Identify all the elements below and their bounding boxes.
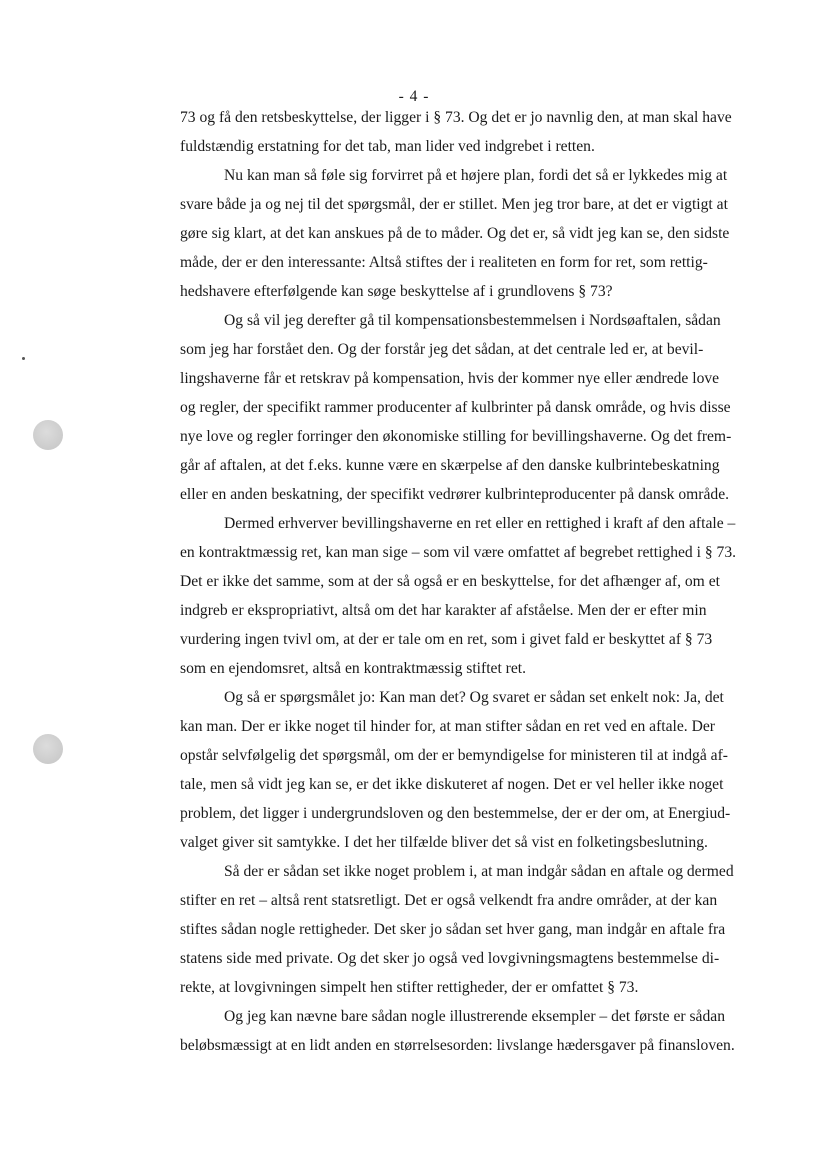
text-line: tale, men så vidt jeg kan se, er det ikke diskuteret af nogen. Det er vel heller ikke noget <box>180 776 724 793</box>
text-line: Dermed erhverver bevillingshaverne en ret eller en rettighed i kraft af den aftale – <box>224 515 736 532</box>
text-line: stiftes sådan nogle rettigheder. Det sker jo sådan set hver gang, man indgår en aftale fra <box>180 921 726 938</box>
page-number: - 4 - <box>398 88 430 105</box>
body-text <box>180 103 784 1060</box>
punch-hole-top <box>33 420 63 450</box>
text-line: Så der er sådan set ikke noget problem i, at man indgår sådan en aftale og dermed <box>224 863 734 880</box>
text-line: stifter en ret – altså rent statsretligt. Det er også velkendt fra andre områder, at der kan <box>180 892 718 909</box>
text-line: problem, det ligger i undergrundsloven og den bestemmelse, der er der om, at Energiud- <box>180 805 731 822</box>
text-line: hedshavere efterfølgende kan søge beskyttelse af i grundlovens § 73? <box>180 283 613 300</box>
text-line: gøre sig klart, at det kan anskues på de to måder. Og det er, så vidt jeg kan se, den sidste <box>180 225 730 242</box>
text-line: Og jeg kan nævne bare sådan nogle illustrerende eksempler – det første er sådan <box>224 1008 725 1025</box>
text-line: måde, der er den interessante: Altså stiftes der i realiteten en form for ret, som rettig- <box>180 254 708 271</box>
text-line: kan man. Der er ikke noget til hinder for, at man stifter sådan en ret ved en aftale. Der <box>180 718 715 735</box>
scan-speck <box>22 357 25 360</box>
text-line: opstår selvfølgelig det spørgsmål, om der er bemyndigelse for ministeren til at indgå af- <box>180 747 728 764</box>
text-line: som jeg har forstået den. Og der forstår jeg det sådan, at det centrale led er, at bevil- <box>180 341 704 358</box>
text-line: Nu kan man så føle sig forvirret på et højere plan, fordi det så er lykkedes mig at <box>224 167 728 184</box>
text-line: går af aftalen, at det f.eks. kunne være en skærpelse af den danske kulbrintebeskatning <box>180 457 720 474</box>
punch-hole-bottom <box>33 734 63 764</box>
text-line: fuldstændig erstatning for det tab, man lider ved indgrebet i retten. <box>180 138 595 155</box>
text-line: svare både ja og nej til det spørgsmål, der er stillet. Men jeg tror bare, at det er vigtigt at <box>180 196 728 213</box>
text-line: beløbsmæssigt at en lidt anden en størrelsesorden: livslange hædersgaver på finansloven. <box>180 1037 735 1054</box>
text-line: indgreb er ekspropriativt, altså om det har karakter af afståelse. Men der er efter min <box>180 602 707 619</box>
text-line: rekte, at lovgivningen simpelt hen stifter rettigheder, der er omfattet § 73. <box>180 979 639 996</box>
text-line: en kontraktmæssig ret, kan man sige – som vil være omfattet af begrebet rettighed i § 73. <box>180 544 737 561</box>
text-line: som en ejendomsret, altså en kontraktmæssig stiftet ret. <box>180 660 527 677</box>
text-line: lingshaverne får et retskrav på kompensation, hvis der kommer nye eller ændrede love <box>180 370 720 387</box>
text-line: Og så er spørgsmålet jo: Kan man det? Og svaret er sådan set enkelt nok: Ja, det <box>224 689 724 706</box>
text-line: vurdering ingen tvivl om, at der er tale om en ret, som i givet fald er beskyttet af § 73 <box>180 631 713 648</box>
text-line: Og så vil jeg derefter gå til kompensationsbestemmelsen i Nordsøaftalen, sådan <box>224 312 721 329</box>
text-line: valget giver sit samtykke. I det her tilfælde bliver det så vist en folketingsbeslutning. <box>180 834 708 851</box>
text-line: og regler, der specifikt rammer producenter af kulbrinter på dansk område, og hvis disse <box>180 399 731 416</box>
text-line: 73 og få den retsbeskyttelse, der ligger i § 73. Og det er jo navnlig den, at man skal have <box>180 109 732 126</box>
text-line: statens side med private. Og det sker jo også ved lovgivningsmagtens bestemmelse di- <box>180 950 720 967</box>
text-line: Det er ikke det samme, som at der så også er en beskyttelse, for det afhænger af, om et <box>180 573 720 590</box>
text-line: nye love og regler forringer den økonomiske stilling for bevillingshaverne. Og det frem- <box>180 428 732 445</box>
text-line: eller en anden beskatning, der specifikt vedrører kulbrinteproducenter på dansk område. <box>180 486 730 503</box>
